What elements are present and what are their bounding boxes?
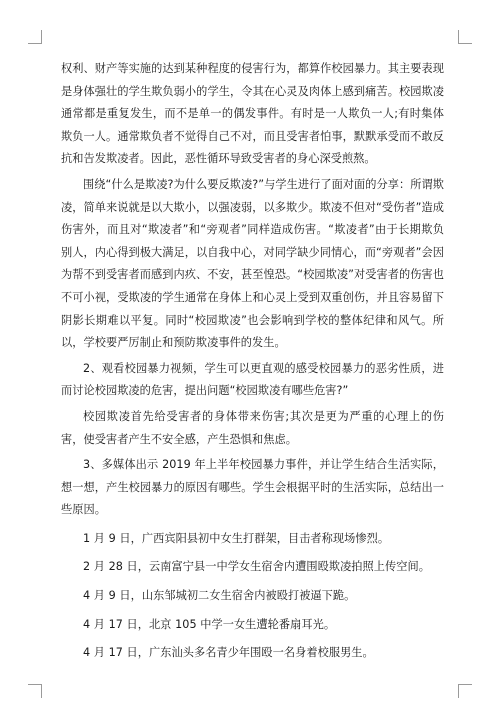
list-item-event-apr-17-beijing: 4 月 17 日，北京 105 中学一女生遭轮番扇耳光。 (83, 617, 336, 631)
paragraph-bullying-harm: 校园欺凌首先给受害者的身体带来伤害;其次是更为严重的心理上的伤害，使受害者产生不安全感，产生恐惧和焦虑。 (61, 409, 444, 446)
paragraph-definition-continued: 权利、财产等实施的达到某种程度的侵害行为，都算作校园暴力。其主要表现是身体强壮的学生欺负弱小的学生，令其在心灵及肉体上感到痛苦。校园欺凌通常都是重复发生，而不是单一的偶发事件。有时是一人欺负一人;有时集体欺负一人。通常欺负者不觉得自己不对，而且受害者怕事，默默承受而不敢反抗和告发欺凌者。因此，恶性循环导致受害者的身心深受煎熬。 (61, 62, 444, 166)
paragraph-step-2-video: 2、观看校园暴力视频，学生可以更直观的感受校园暴力的恶劣性质，进而讨论校园欺凌的危害，提出问题“校园欺凌有哪些危害?” (61, 361, 444, 398)
crop-mark-top-right-vertical (458, 30, 459, 44)
crop-mark-top-left-vertical (41, 30, 42, 44)
paragraph-what-is-bullying: 围绕“什么是欺凌?为什么要反欺凌?”与学生进行了面对面的分享：所谓欺凌，简单来说就是以大欺小，以强凌弱，以多欺少。欺凌不但对“受伤者”造成伤害外，而且对“欺凌者”和“旁观者”同样造成伤害。“欺凌者”由于长期欺负别人，内心得到极大满足，以自我中心，对同学缺少同情心，而“旁观者”会因为帮不到受害者而感到内疚、不安，甚至惶恐。“校园欺凌”对受害者的伤害也不可小视，受欺凌的学生通常在身体上和心灵上受到双重创伤，并且容易留下阴影长期难以平复。同时“校园欺凌”也会影响到学校的整体纪律和风气。所以，学校要严厉制止和预防欺凌事件的发生。 (61, 177, 444, 350)
crop-mark-bottom-right-horizontal (458, 684, 472, 685)
list-item-event-feb-28: 2 月 28 日，云南富宁县一中学女生宿舍内遭围殴欺凌拍照上传空间。 (83, 560, 430, 574)
paragraph-step-3-multimedia: 3、多媒体出示 2019 年上半年校园暴力事件，并让学生结合生活实际，想一想，产生校园暴力的原因有哪些。学生会根据平时的生活实际，总结出一些原因。 (61, 458, 444, 517)
list-item-event-jan-9: 1 月 9 日，广西宾阳县初中女生打群架，目击者称现场惨烈。 (83, 531, 390, 545)
crop-mark-bottom-left-horizontal (28, 684, 42, 685)
crop-mark-bottom-right-vertical (458, 684, 459, 698)
crop-mark-bottom-left-vertical (41, 684, 42, 698)
document-body (61, 58, 444, 665)
crop-mark-top-left-horizontal (28, 43, 42, 44)
crop-mark-top-right-horizontal (458, 43, 472, 44)
list-item-event-apr-9: 4 月 9 日，山东邹城初二女生宿舍内被殴打被逼下跪。 (83, 589, 356, 603)
list-item-event-apr-17-shantou: 4 月 17 日，广东汕头多名青少年围殴一名身着校服男生。 (83, 646, 374, 660)
